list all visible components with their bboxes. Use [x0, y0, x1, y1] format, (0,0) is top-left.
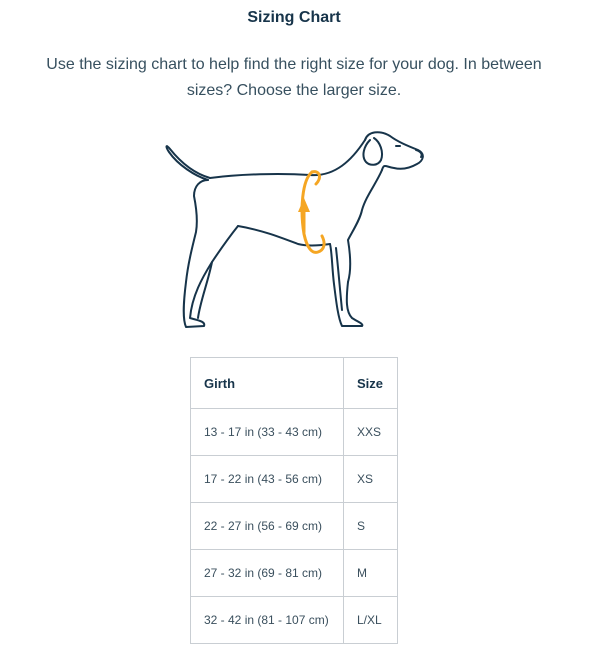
size-cell: XXS — [344, 409, 398, 456]
table-row — [191, 550, 398, 597]
table-row — [191, 409, 398, 456]
girth-cell: 17 - 22 in (43 - 56 cm) — [191, 456, 344, 503]
intro-text: Use the sizing chart to help find the right size for your dog. In between sizes? Choose the larger size. — [46, 56, 542, 99]
girth-cell: 32 - 42 in (81 - 107 cm) — [191, 597, 344, 644]
size-cell: S — [344, 503, 398, 550]
dog-girth-measurement-icon — [150, 120, 440, 340]
table-row — [191, 456, 398, 503]
sizing-table — [190, 357, 398, 644]
table-header-row — [191, 358, 398, 409]
table-row — [191, 503, 398, 550]
page-title: Sizing Chart — [247, 9, 341, 26]
size-column-header: Size — [344, 358, 398, 409]
girth-cell: 22 - 27 in (56 - 69 cm) — [191, 503, 344, 550]
size-cell: XS — [344, 456, 398, 503]
girth-cell: 13 - 17 in (33 - 43 cm) — [191, 409, 344, 456]
girth-column-header: Girth — [191, 358, 344, 409]
girth-cell: 27 - 32 in (69 - 81 cm) — [191, 550, 344, 597]
size-cell: M — [344, 550, 398, 597]
table-row — [191, 597, 398, 644]
size-cell: L/XL — [344, 597, 398, 644]
